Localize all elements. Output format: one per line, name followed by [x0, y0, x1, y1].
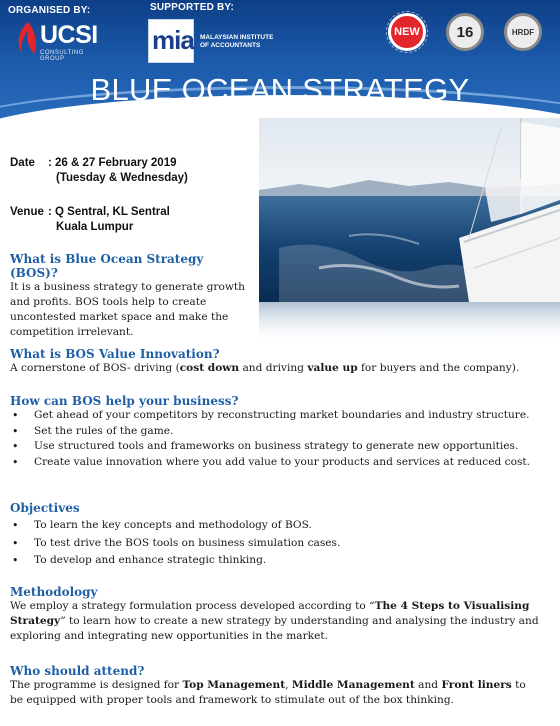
list-item: • To test drive the BOS tools on business simulation cases.	[10, 535, 530, 553]
event-date	[10, 156, 188, 186]
ucsi-logo-subtext: CONSULTING GROUP	[40, 50, 84, 62]
body-text: and driving	[239, 362, 308, 374]
section-objectives	[10, 501, 530, 570]
ocean-sailboat-image	[259, 118, 560, 346]
body-text: The programme is designed for	[10, 679, 183, 691]
section-heading: What is BOS Value Innovation?	[10, 347, 220, 361]
body-bold: value up	[307, 362, 358, 374]
new-programme-badge	[388, 13, 426, 51]
section-methodology	[10, 585, 540, 644]
list-item: • Get ahead of your competitors by reconstructing market boundaries and industry structure.	[10, 408, 530, 424]
body-line: uncontested market space and make the	[10, 311, 229, 323]
ocean-sailboat-photo	[259, 118, 560, 346]
ucsi-flame-icon	[14, 20, 40, 60]
cpe-hours-badge	[446, 13, 484, 51]
header-banner	[0, 0, 560, 128]
mia-logo-text: mia	[152, 25, 194, 55]
body-line: competition irrelevant.	[10, 326, 134, 338]
bullet-list	[10, 517, 530, 570]
body-bold: Top Management	[182, 679, 286, 691]
body-text: ,	[285, 679, 292, 691]
page-title: BLUE OCEAN STRATEGY	[90, 72, 470, 107]
section-heading: How can BOS help your business?	[10, 394, 239, 408]
body-bold: Front liners	[441, 679, 512, 691]
section-body	[10, 361, 550, 376]
hrdf-claimable-badge	[504, 13, 542, 51]
supported-by-label: SUPPORTED BY:	[150, 2, 235, 13]
section-heading: Who should attend?	[10, 664, 145, 678]
ucsi-logo	[14, 18, 108, 64]
section-body	[10, 678, 540, 708]
mia-full-name	[200, 34, 273, 50]
new-badge-label: NEW	[394, 26, 420, 38]
section-heading: What is Blue Ocean Strategy (BOS)?	[10, 252, 204, 280]
date-value: : 26 & 27 February 2019	[48, 157, 177, 169]
bullet-list	[10, 408, 530, 470]
mia-logo	[148, 19, 286, 63]
body-bold: cost down	[179, 362, 240, 374]
list-item: • To develop and enhance strategic thinking.	[10, 552, 530, 570]
body-text: and	[414, 679, 442, 691]
section-how-can-bos-help	[10, 394, 530, 470]
mia-full-name-line-2: OF ACCOUNTANTS	[200, 42, 261, 49]
section-value-innovation	[10, 347, 550, 376]
body-line: and profits. BOS tools help to create	[10, 296, 207, 308]
body-text: for buyers and the company).	[357, 362, 520, 374]
date-label: Date	[10, 157, 35, 169]
cpe-badge-label: 16	[456, 23, 474, 41]
body-text: to be equipped with proper tools and framework to stimulate out of the box thinking.	[10, 679, 526, 706]
list-item: • Create value innovation where you add value to your products and services at reduced cost.	[10, 455, 530, 471]
body-text: A cornerstone of BOS- driving (	[10, 362, 180, 374]
section-heading: Objectives	[10, 501, 80, 515]
section-what-is-bos	[10, 252, 255, 340]
section-body	[10, 280, 255, 340]
event-venue	[10, 205, 170, 235]
list-item: • To learn the key concepts and methodology of BOS.	[10, 517, 530, 535]
section-body	[10, 599, 540, 644]
venue-value: : Q Sentral, KL Sentral	[48, 206, 170, 218]
body-line: It is a business strategy to generate growth	[10, 281, 245, 293]
ucsi-logo-text: UCSI	[40, 21, 98, 49]
venue-label: Venue	[10, 206, 44, 218]
section-heading: Methodology	[10, 585, 98, 599]
list-item: • Set the rules of the game.	[10, 424, 530, 440]
list-item: • Use structured tools and frameworks on business strategy to generate new opportunities.	[10, 439, 530, 455]
badge-ring	[386, 11, 428, 53]
date-days: (Tuesday & Wednesday)	[56, 172, 188, 184]
mia-logo-mark	[148, 19, 194, 63]
body-text: We employ a strategy formulation process developed according to “	[10, 600, 375, 612]
venue-city: Kuala Lumpur	[56, 221, 134, 233]
mia-full-name-line-1: MALAYSIAN INSTITUTE	[200, 34, 274, 41]
body-bold: Middle Management	[291, 679, 415, 691]
hrdf-badge-label: HRDF	[511, 27, 535, 37]
section-who-should-attend	[10, 664, 540, 708]
body-bold: The 4 Steps to Visualising Strategy	[10, 600, 530, 627]
organised-by-label: ORGANISED BY:	[8, 5, 91, 16]
body-text: ” to learn how to create a new strategy by understanding and analysing the industry and exploring and integrating new opportunities in the market.	[10, 615, 539, 642]
